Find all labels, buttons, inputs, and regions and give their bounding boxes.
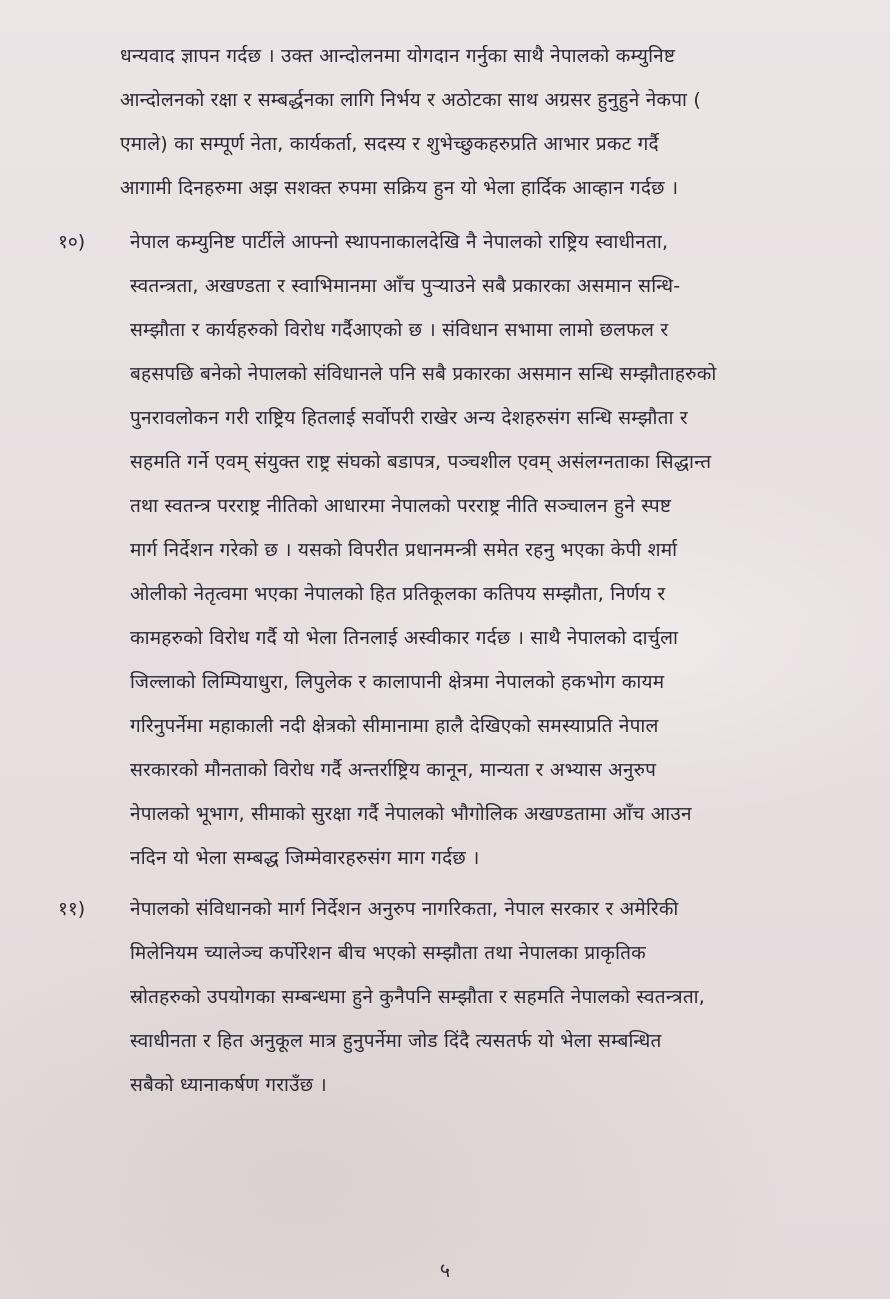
text-line: तथा स्वतन्त्र परराष्ट्र नीतिको आधारमा नेपालको परराष्ट्र नीति सञ्चालन हुने स्पष्ट [130,495,672,517]
text-line: नेपाल कम्युनिष्ट पार्टीले आफ्नो स्थापनाकालदेखि नै नेपालको राष्ट्रिय स्वाधीनता, [130,231,669,253]
text-line: सबैको ध्यानाकर्षण गराउँछ । [130,1074,327,1096]
text-line: एमाले) का सम्पूर्ण नेता, कार्यकर्ता, सदस्य र शुभेच्छुकहरुप्रति आभार प्रकट गर्दै [120,133,659,155]
text-line: नेपालको भूभाग, सीमाको सुरक्षा गर्दै नेपालको भौगोलिक अखण्डतामा आँच आउन [130,803,692,825]
text-line: स्रोतहरुको उपयोगका सम्बन्धमा हुने कुनैपनि सम्झौता र सहमति नेपालको स्वतन्त्रता, [130,986,706,1008]
paragraph-10 [130,220,852,880]
text-line: गरिनुपर्नेमा महाकाली नदी क्षेत्रको सीमानामा हालै देखिएको समस्याप्रति नेपाल [130,715,659,737]
text-line: जिल्लाको लिम्पियाधुरा, लिपुलेक र कालापानी क्षेत्रमा नेपालको हकभोग कायम [130,671,665,693]
text-line: बहसपछि बनेको नेपालको संविधानले पनि सबै प्रकारका असमान सन्धि सम्झौताहरुको [130,363,717,385]
text-line: पुनरावलोकन गरी राष्ट्रिय हितलाई सर्वोपरी राखेर अन्य देशहरुसंग सन्धि सम्झौता र [130,407,688,429]
page-number: ५ [439,1258,451,1282]
paragraph-number-11: ११) [58,898,86,920]
text-line: स्वाधीनता र हित अनुकूल मात्र हुनुपर्नेमा जोड दिंदै त्यसतर्फ यो भेला सम्बन्धित [130,1030,662,1052]
text-line: धन्यवाद ज्ञापन गर्दछ । उक्त आन्दोलनमा योगदान गर्नुका साथै नेपालको कम्युनिष्ट [120,45,676,67]
text-line: मार्ग निर्देशन गरेको छ । यसको विपरीत प्रधानमन्त्री समेत रहनु भएका केपी शर्मा [130,539,678,561]
text-line: सरकारको मौनताको विरोध गर्दै अन्तर्राष्ट्रिय कानून, मान्यता र अभ्यास अनुरुप [130,759,657,781]
text-line: स्वतन्त्रता, अखण्डता र स्वाभिमानमा आँच पुऱ्याउने सबै प्रकारका असमान सन्धि- [130,275,681,297]
text-line: सम्झौता र कार्यहरुको विरोध गर्दैआएको छ । संविधान सभामा लामो छलफल र [130,319,669,341]
paragraph-11 [130,887,852,1107]
text-line: आगामी दिनहरुमा अझ सशक्त रुपमा सक्रिय हुन यो भेला हार्दिक आव्हान गर्दछ । [120,177,679,199]
text-line: ओलीको नेतृत्वमा भएका नेपालको हित प्रतिकूलका कतिपय सम्झौता, निर्णय र [130,583,666,605]
intro-paragraph [120,34,850,210]
text-line: सहमति गर्ने एवम् संयुक्त राष्ट्र संघको बडापत्र, पञ्चशील एवम् असंलग्नताका सिद्धान्त [130,451,712,473]
text-line: आन्दोलनको रक्षा र सम्बर्द्धनका लागि निर्भय र अठोटका साथ अग्रसर हुनुहुने नेकपा ( [120,89,701,111]
paragraph-number-10: १०) [58,231,86,253]
text-line: नेपालको संविधानको मार्ग निर्देशन अनुरुप नागरिकता, नेपाल सरकार र अमेरिकी [130,898,679,920]
text-line: मिलेनियम च्यालेञ्च कर्पोरेशन बीच भएको सम्झौता तथा नेपालका प्राकृतिक [130,942,646,964]
text-line: कामहरुको विरोध गर्दै यो भेला तिनलाई अस्वीकार गर्दछ । साथै नेपालको दार्चुला [130,627,679,649]
text-line: नदिन यो भेला सम्बद्ध जिम्मेवारहरुसंग माग गर्दछ । [130,847,480,869]
